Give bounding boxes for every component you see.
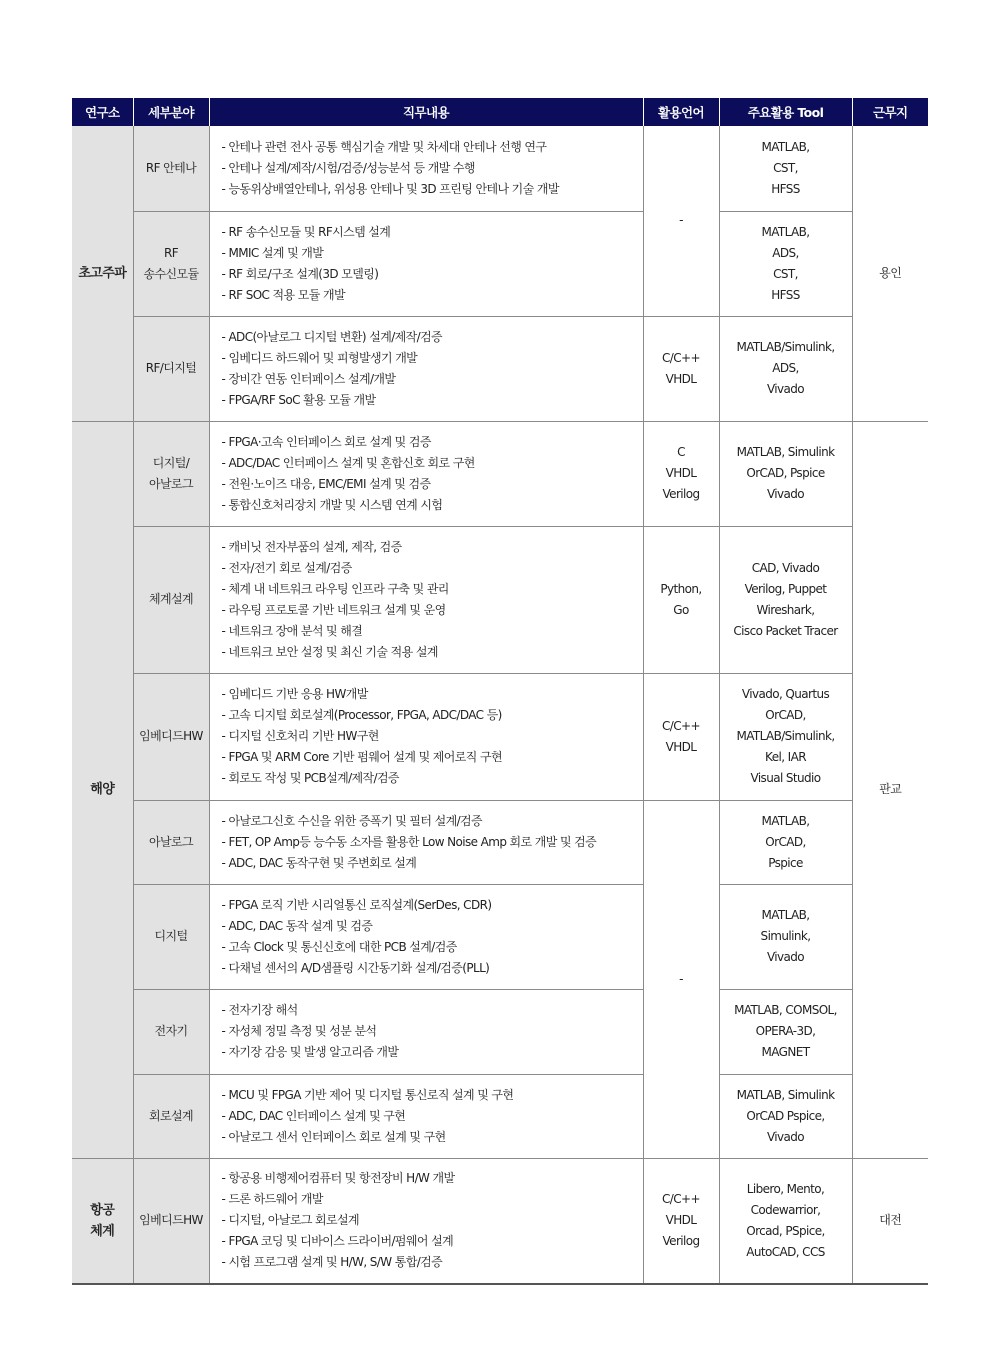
duty-item: - 고속 디지털 회로설계(Processor, FPGA, ADC/DAC 등) xyxy=(221,708,502,722)
subfield-cell: 회로설계 xyxy=(133,1074,209,1158)
duty-item: - RF 송수신모듈 및 RF시스템 설계 xyxy=(221,224,391,239)
table-row xyxy=(72,126,928,211)
duty-item: - FPGA/RF SoC 활용 모듈 개발 xyxy=(221,392,376,407)
duty-item: - 자성체 정밀 측정 및 성분 분석 xyxy=(221,1024,377,1038)
duty-item: - ADC, DAC 동작 설계 및 검증 xyxy=(221,918,373,933)
languages-cell: C/C++ VHDL xyxy=(643,673,719,800)
duty-item: - 안테나 설계/제작/시험/검증/성능분석 등 개발 수행 xyxy=(221,160,475,175)
duty-item: - 회로도 작성 및 PCB설계/제작/검증 xyxy=(221,771,399,785)
duty-item: - FET, OP Amp등 능수동 소자를 활용한 Low Noise Amp 회로 개발 및 검증 xyxy=(221,834,597,849)
institute-cell: 항공 체계 xyxy=(72,1158,133,1284)
subfield-cell: 디지털/ 아날로그 xyxy=(133,421,209,526)
duty-item: - 안테나 관련 전사 공통 핵심기술 개발 및 차세대 안테나 선행 연구 xyxy=(221,139,547,154)
table-row xyxy=(72,1158,928,1284)
duty-item: - 고속 Clock 및 통신신호에 대한 PCB 설계/검증 xyxy=(221,939,457,954)
duty-item: - 능동위상배열안테나, 위성용 안테나 및 3D 프린팅 안테나 기술 개발 xyxy=(221,181,559,196)
location-cell: 판교 xyxy=(852,421,928,1158)
duty-item: - 전자/전기 회로 설계/검증 xyxy=(221,560,352,575)
duty-item: - 통합신호처리장치 개발 및 시스템 연계 시험 xyxy=(221,497,443,512)
duty-item: - 항공용 비행제어컴퓨터 및 항전장비 H/W 개발 xyxy=(221,1171,455,1186)
table-row xyxy=(72,1074,928,1158)
header-subfield: 세부분야 xyxy=(133,98,209,126)
tools-cell: MATLAB, OrCAD, Pspice xyxy=(719,800,852,884)
tools-cell: MATLAB, CST, HFSS xyxy=(719,126,852,211)
duty-item: - 전원·노이즈 대응, EMC/EMI 설계 및 검증 xyxy=(221,476,431,491)
duty-item: - FPGA 및 ARM Core 기반 펌웨어 설계 및 제어로직 구현 xyxy=(221,750,502,764)
duties-cell xyxy=(209,421,643,526)
tools-cell: Libero, Mento, Codewarrior, Orcad, PSpice, AutoCAD, CCS xyxy=(719,1158,852,1284)
duty-item: - FPGA 로직 기반 시리얼통신 로직설계(SerDes, CDR) xyxy=(221,897,492,912)
tools-cell: MATLAB, Simulink OrCAD Pspice, Vivado xyxy=(719,1074,852,1158)
table-row xyxy=(72,884,928,989)
languages-cell: C/C++ VHDL Verilog xyxy=(643,1158,719,1284)
header-duties: 직무내용 xyxy=(209,98,643,126)
duty-item: - 전자기장 해석 xyxy=(221,1003,298,1017)
table-row xyxy=(72,211,928,316)
duty-item: - 드론 하드웨어 개발 xyxy=(221,1192,323,1207)
header-tools: 주요활용 Tool xyxy=(719,98,852,126)
duty-item: - ADC, DAC 동작구현 및 주변회로 설계 xyxy=(221,855,417,870)
duties-cell xyxy=(209,526,643,673)
languages-cell: C VHDL Verilog xyxy=(643,421,719,526)
subfield-cell: 전자기 xyxy=(133,989,209,1074)
duty-item: - RF 회로/구조 설계(3D 모델링) xyxy=(221,266,379,281)
duty-item: - 자기장 감응 및 발생 알고리즘 개발 xyxy=(221,1045,399,1059)
tools-cell: MATLAB, Simulink OrCAD, Pspice Vivado xyxy=(719,421,852,526)
duty-item: - MCU 및 FPGA 기반 제어 및 디지털 통신로직 설계 및 구현 xyxy=(221,1087,514,1102)
duty-item: - 네트워크 보안 설정 및 최신 기술 적용 설계 xyxy=(221,644,438,659)
header-institute: 연구소 xyxy=(72,98,133,126)
institute-cell: 해양 xyxy=(72,421,133,1158)
duty-item: - 라우팅 프로토콜 기반 네트워크 설계 및 운영 xyxy=(221,602,446,617)
table-header-row xyxy=(72,98,928,126)
table-row xyxy=(72,526,928,673)
location-cell: 용인 xyxy=(852,126,928,421)
institute-cell: 초고주파 xyxy=(72,126,133,421)
tools-cell: MATLAB, ADS, CST, HFSS xyxy=(719,211,852,316)
duty-item: - 아날로그신호 수신을 위한 증폭기 및 필터 설계/검증 xyxy=(221,813,483,828)
duties-cell xyxy=(209,211,643,316)
tools-cell: MATLAB, COMSOL, OPERA-3D, MAGNET xyxy=(719,989,852,1074)
duty-item: - 네트워크 장애 분석 및 해결 xyxy=(221,623,363,638)
duty-item: - 디지털, 아날로그 회로설계 xyxy=(221,1213,360,1228)
duty-item: - 다채널 센서의 A/D샘플링 시간동기화 설계/검증(PLL) xyxy=(221,960,490,975)
job-description-table xyxy=(72,98,928,1285)
table-row xyxy=(72,800,928,884)
duty-item: - 캐비닛 전자부품의 설계, 제작, 검증 xyxy=(221,539,402,554)
tools-cell: MATLAB, Simulink, Vivado xyxy=(719,884,852,989)
tools-cell: Vivado, Quartus OrCAD, MATLAB/Simulink, Kel, IAR Visual Studio xyxy=(719,673,852,800)
duties-cell xyxy=(209,884,643,989)
duty-item: - ADC/DAC 인터페이스 설계 및 혼합신호 회로 구현 xyxy=(221,455,475,470)
subfield-cell: RF 안테나 xyxy=(133,126,209,211)
duty-item: - 시험 프로그램 설계 및 H/W, S/W 통합/검증 xyxy=(221,1255,443,1270)
table-row xyxy=(72,673,928,800)
table-row xyxy=(72,421,928,526)
duty-item: - 디지털 신호처리 기반 HW구현 xyxy=(221,729,379,743)
languages-cell: Python, Go xyxy=(643,526,719,673)
duty-item: - 임베디드 기반 응용 HW개발 xyxy=(221,687,368,701)
languages-cell: - xyxy=(643,800,719,1158)
subfield-cell: 아날로그 xyxy=(133,800,209,884)
duties-cell xyxy=(209,800,643,884)
duty-item: - MMIC 설계 및 개발 xyxy=(221,245,324,260)
tools-cell: MATLAB/Simulink, ADS, Vivado xyxy=(719,316,852,421)
duties-cell xyxy=(209,989,643,1074)
languages-cell: - xyxy=(643,126,719,316)
header-languages: 활용언어 xyxy=(643,98,719,126)
duty-item: - 임베디드 하드웨어 및 피형발생기 개발 xyxy=(221,350,418,365)
duties-cell xyxy=(209,126,643,211)
header-location: 근무지 xyxy=(852,98,928,126)
duties-cell xyxy=(209,316,643,421)
subfield-cell: RF/디지털 xyxy=(133,316,209,421)
duties-cell xyxy=(209,1074,643,1158)
subfield-cell: 임베디드HW xyxy=(133,1158,209,1284)
table-row xyxy=(72,316,928,421)
duty-item: - 체계 내 네트워크 라우팅 인프라 구축 및 관리 xyxy=(221,581,449,596)
duty-item: - 장비간 연동 인터페이스 설계/개발 xyxy=(221,371,396,386)
subfield-cell: 임베디드HW xyxy=(133,673,209,800)
duties-cell xyxy=(209,673,643,800)
subfield-cell: RF 송수신모듈 xyxy=(133,211,209,316)
duty-item: - FPGA 코딩 및 디바이스 드라이버/펌웨어 설계 xyxy=(221,1234,454,1249)
duties-cell xyxy=(209,1158,643,1284)
duty-item: - RF SOC 적용 모듈 개발 xyxy=(221,287,345,302)
tools-cell: CAD, Vivado Verilog, Puppet Wireshark, Cisco Packet Tracer xyxy=(719,526,852,673)
duty-item: - 아날로그 센서 인터페이스 회로 설계 및 구현 xyxy=(221,1129,446,1144)
subfield-cell: 체계설계 xyxy=(133,526,209,673)
duty-item: - ADC, DAC 인터페이스 설계 및 구현 xyxy=(221,1108,406,1123)
languages-cell: C/C++ VHDL xyxy=(643,316,719,421)
duty-item: - FPGA·고속 인터페이스 회로 설계 및 검증 xyxy=(221,434,431,449)
duty-item: - ADC(아날로그 디지털 변환) 설계/제작/검증 xyxy=(221,329,443,344)
table-row xyxy=(72,989,928,1074)
subfield-cell: 디지털 xyxy=(133,884,209,989)
location-cell: 대전 xyxy=(852,1158,928,1284)
